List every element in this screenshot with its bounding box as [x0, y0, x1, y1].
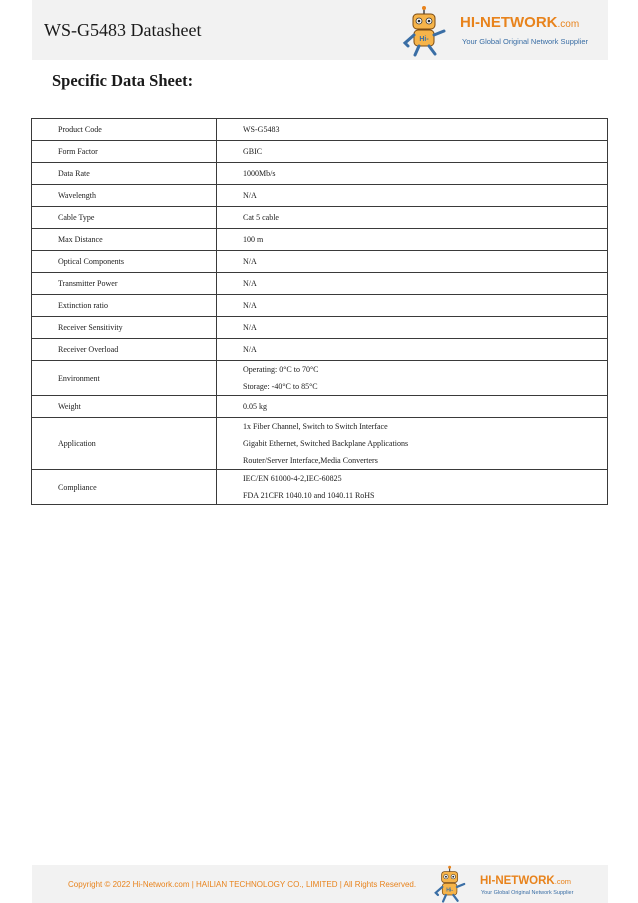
document-title: WS-G5483 Datasheet — [44, 20, 202, 40]
spec-label: Receiver Sensitivity — [32, 317, 217, 339]
spec-row — [32, 119, 608, 141]
spec-value: 0.05 kg — [243, 402, 267, 411]
page-header — [32, 0, 608, 60]
spec-label: Product Code — [32, 119, 217, 141]
spec-value: 1000Mb/s — [243, 169, 276, 178]
spec-row — [32, 251, 608, 273]
spec-value: 1x Fiber Channel, Switch to Switch Interface — [243, 422, 388, 431]
spec-value-cell — [217, 361, 608, 396]
spec-row — [32, 339, 608, 361]
spec-label: Wavelength — [32, 185, 217, 207]
spec-row — [32, 163, 608, 185]
robot-mascot-icon — [432, 865, 476, 903]
spec-value-cell — [217, 295, 608, 317]
section-title: Specific Data Sheet: — [52, 71, 194, 90]
spec-label: Extinction ratio — [32, 295, 217, 317]
spec-value-cell — [217, 119, 608, 141]
spec-row — [32, 470, 608, 505]
company-logo — [402, 5, 602, 57]
spec-value: N/A — [243, 301, 257, 310]
spec-label: Receiver Overload — [32, 339, 217, 361]
spec-label: Compliance — [32, 470, 217, 505]
spec-table — [31, 118, 608, 505]
spec-label: Max Distance — [32, 229, 217, 251]
spec-value: N/A — [243, 257, 257, 266]
brand-name: HI-NETWORK.com — [480, 875, 572, 887]
spec-value-cell — [217, 396, 608, 418]
spec-value-cell — [217, 418, 608, 470]
spec-value: Operating: 0°C to 70°C — [243, 365, 319, 374]
spec-row — [32, 361, 608, 396]
spec-value: 100 m — [243, 235, 264, 244]
spec-row — [32, 295, 608, 317]
spec-value: N/A — [243, 191, 257, 200]
spec-value: N/A — [243, 345, 257, 354]
spec-row — [32, 418, 608, 470]
spec-value: N/A — [243, 323, 257, 332]
spec-value-cell — [217, 273, 608, 295]
spec-value-cell — [217, 251, 608, 273]
spec-value: WS-G5483 — [243, 125, 280, 134]
spec-label: Data Rate — [32, 163, 217, 185]
spec-value: Storage: -40°C to 85°C — [243, 382, 318, 391]
spec-label: Cable Type — [32, 207, 217, 229]
spec-label: Weight — [32, 396, 217, 418]
spec-value-cell — [217, 470, 608, 505]
spec-row — [32, 396, 608, 418]
spec-row — [32, 317, 608, 339]
footer-logo — [432, 865, 608, 903]
spec-row — [32, 185, 608, 207]
spec-value-cell — [217, 207, 608, 229]
brand-name: HI-NETWORK.com — [460, 14, 580, 31]
spec-value: IEC/EN 61000-4-2,IEC-60825 — [243, 474, 342, 483]
spec-row — [32, 229, 608, 251]
brand-tagline: Your Global Original Network Supplier — [462, 37, 589, 46]
mascot-badge: Hi- — [419, 36, 429, 43]
spec-label: Application — [32, 418, 217, 470]
spec-value: Router/Server Interface,Media Converters — [243, 456, 378, 465]
copyright-text: Copyright © 2022 Hi-Network.com | HAILIAN TECHNOLOGY CO., LIMITED | All Rights Reserved. — [68, 880, 417, 889]
spec-value-cell — [217, 141, 608, 163]
spec-value: Cat 5 cable — [243, 213, 279, 222]
spec-value: N/A — [243, 279, 257, 288]
spec-value-cell — [217, 163, 608, 185]
spec-value-cell — [217, 317, 608, 339]
spec-label: Transmitter Power — [32, 273, 217, 295]
page-footer — [32, 865, 608, 903]
spec-row — [32, 141, 608, 163]
spec-value-cell — [217, 229, 608, 251]
mascot-badge: Hi- — [446, 887, 454, 894]
spec-label: Optical Components — [32, 251, 217, 273]
brand-tagline: Your Global Original Network Supplier — [481, 890, 574, 896]
spec-row — [32, 273, 608, 295]
spec-value: Gigabit Ethernet, Switched Backplane Applications — [243, 439, 409, 448]
robot-mascot-icon — [402, 5, 458, 57]
spec-label: Environment — [32, 361, 217, 396]
spec-value-cell — [217, 339, 608, 361]
spec-label: Form Factor — [32, 141, 217, 163]
spec-value: FDA 21CFR 1040.10 and 1040.11 RoHS — [243, 491, 375, 500]
spec-value: GBIC — [243, 147, 263, 156]
spec-value-cell — [217, 185, 608, 207]
spec-row — [32, 207, 608, 229]
